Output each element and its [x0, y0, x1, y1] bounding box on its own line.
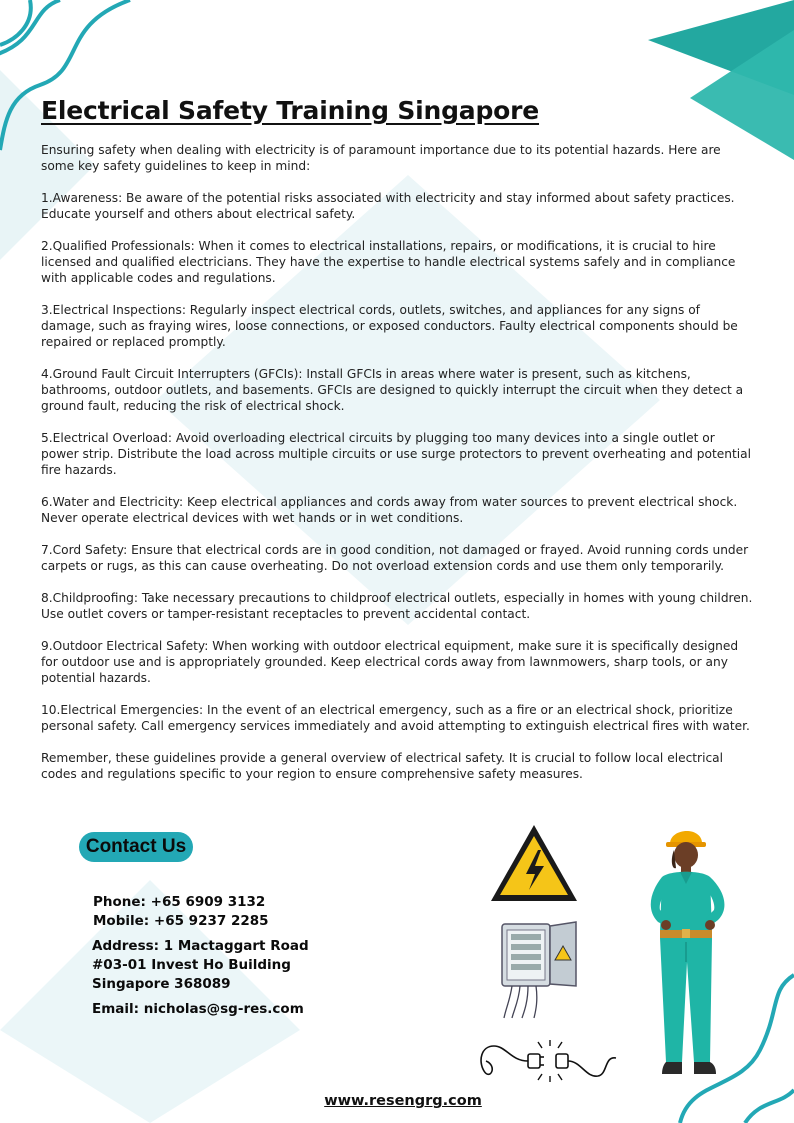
guideline-item: 9.Outdoor Electrical Safety: When working with outdoor electrical equipment, make sure it is specifically designed for outdoor use and is appropriately grounded. Keep electrical cords away from lawnmowers, sharp tools, or any potential hazards.	[41, 639, 739, 685]
guideline-item: 8.Childproofing: Take necessary precautions to childproof electrical outlets, especially in homes with young children. Use outlet covers or tamper-resistant receptacles to prevent accidental contact.	[41, 591, 753, 621]
unplugged-cord-icon	[476, 1036, 622, 1086]
address-line-1: Address: 1 Mactaggart Road	[92, 938, 309, 954]
address-info	[92, 937, 309, 994]
phone-info	[93, 893, 269, 931]
electrician-worker-icon	[640, 822, 736, 1090]
website-link[interactable]: www.resengrg.com	[324, 1093, 482, 1109]
guideline-item: 7.Cord Safety: Ensure that electrical cords are in good condition, not damaged or frayed. Avoid running cords under carpets or rugs, as this can cause overheating. Do not overload extension cords and use them only temporarily.	[41, 543, 749, 573]
guideline-item: 4.Ground Fault Circuit Interrupters (GFCIs): Install GFCIs in areas where water is present, such as kitchens, bathrooms, outdoor outlets, and basements. GFCIs are designed to quickly interrupt the circuit when they detect a ground fault, reducing the risk of electrical shock.	[41, 367, 744, 413]
body-text	[41, 142, 753, 782]
closing-paragraph: Remember, these guidelines provide a general overview of electrical safety. It is crucial to follow local electrical codes and regulations specific to your region to ensure comprehensive safety measures.	[41, 751, 724, 781]
contact-us-heading: Contact Us	[79, 832, 193, 862]
page-title: Electrical Safety Training Singapore	[41, 96, 540, 125]
address-line-2: #03-01 Invest Ho Building	[92, 957, 291, 973]
address-line-3: Singapore 368089	[92, 976, 231, 992]
guideline-item: 1.Awareness: Be aware of the potential risks associated with electricity and stay informed about safety practices. Educate yourself and others about electrical safety.	[41, 191, 735, 221]
high-voltage-warning-icon	[488, 822, 580, 904]
bg-curve-top-left-3	[0, 0, 31, 45]
guideline-item: 2.Qualified Professionals: When it comes to electrical installations, repairs, or modifications, it is crucial to hire licensed and qualified electricians. They have the expertise to handle electrical systems safely and in compliance with applicable codes and regulations.	[41, 239, 736, 285]
guideline-item: 3.Electrical Inspections: Regularly inspect electrical cords, outlets, switches, and appliances for any signs of damage, such as fraying wires, loose connections, or exposed conductors. Faulty electrical components should be repaired or replaced promptly.	[41, 303, 738, 349]
email-address[interactable]: Email: nicholas@sg-res.com	[92, 1001, 304, 1017]
document-content	[41, 96, 753, 798]
guideline-item: 5.Electrical Overload: Avoid overloading electrical circuits by plugging too many devices into a single outlet or power strip. Distribute the load across multiple circuits or use surge protectors to prevent overheating and potential fire hazards.	[41, 431, 751, 477]
mobile-number: Mobile: +65 9237 2285	[93, 913, 269, 929]
guideline-item: 10.Electrical Emergencies: In the event of an electrical emergency, such as a fire or an electrical shock, prioritize personal safety. Call emergency services immediately and avoid attempting to extinguish electrical fires with water.	[41, 703, 750, 733]
intro-paragraph: Ensuring safety when dealing with electricity is of paramount importance due to its potential hazards. Here are some key safety guidelines to keep in mind:	[41, 143, 721, 173]
electrical-panel-icon	[492, 920, 584, 1020]
guideline-item: 6.Water and Electricity: Keep electrical appliances and cords away from water sources to prevent electrical shock. Never operate electrical devices with wet hands or in wet conditions.	[41, 495, 738, 525]
phone-number: Phone: +65 6909 3132	[93, 894, 266, 910]
